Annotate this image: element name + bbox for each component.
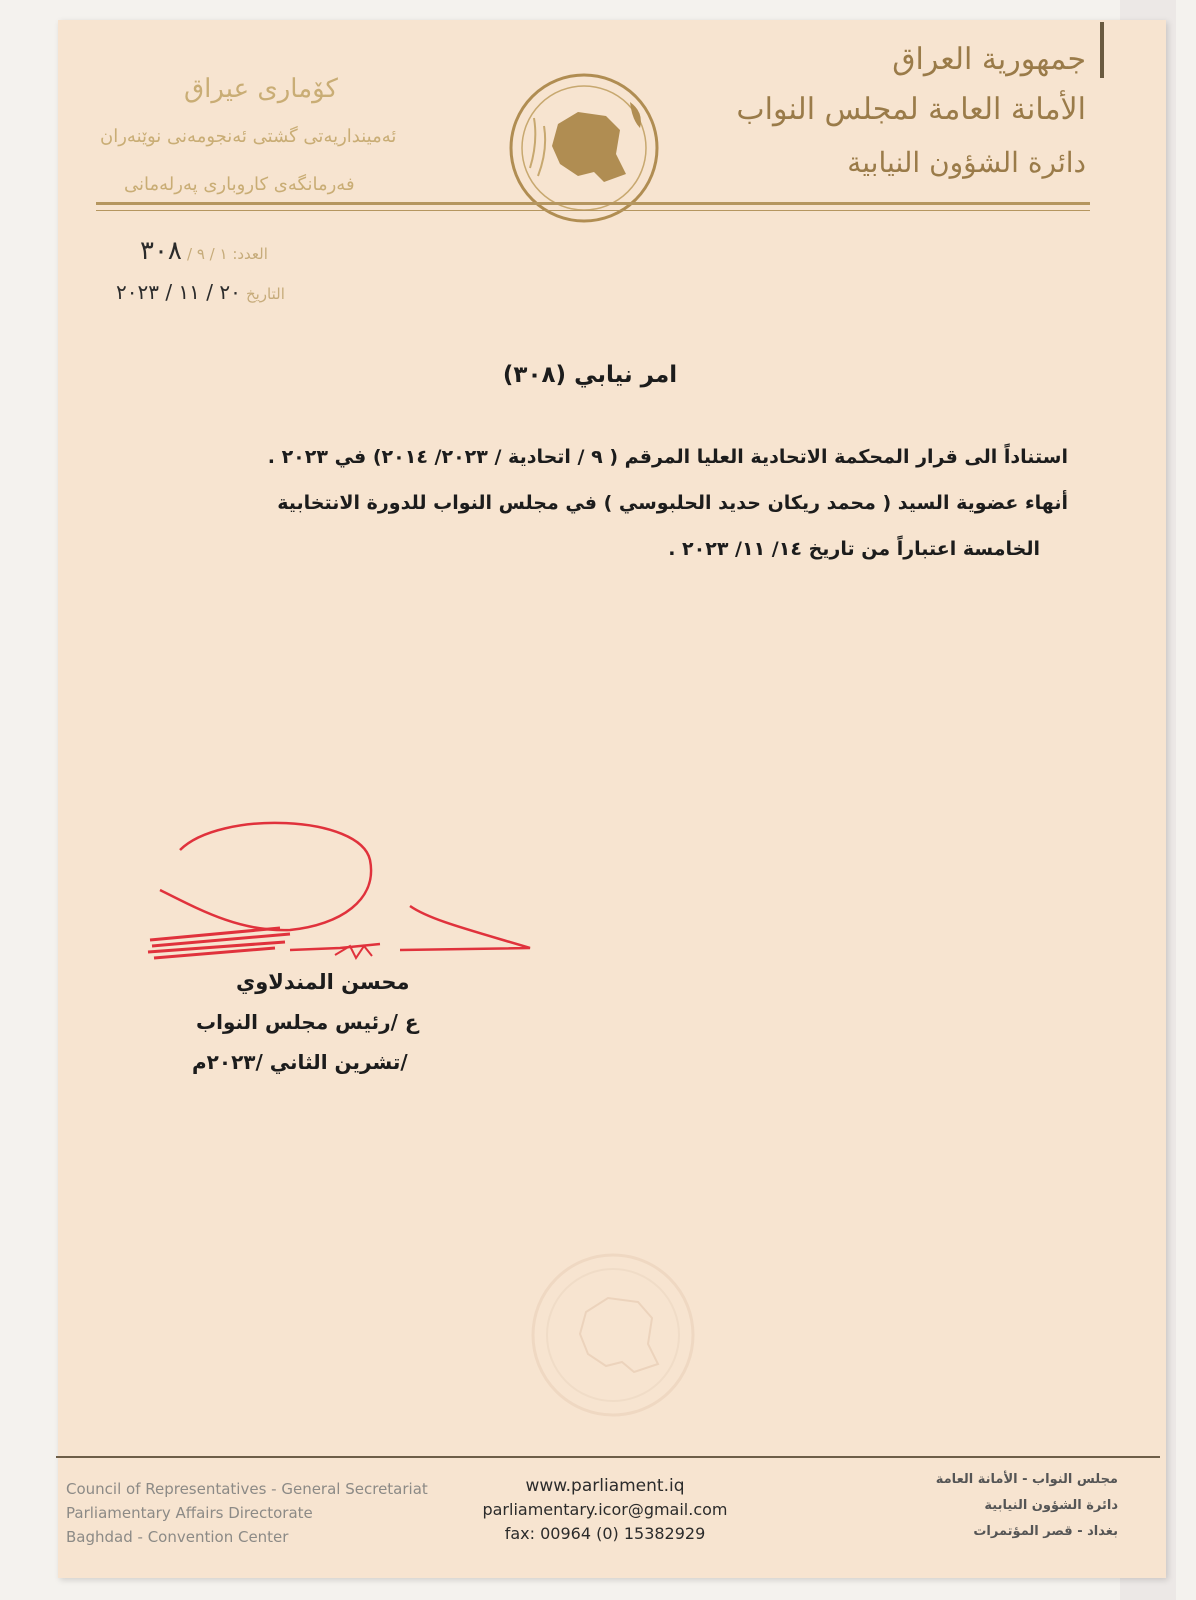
header-rule-thin xyxy=(96,210,1090,211)
header-arabic-country: جمهورية العراق xyxy=(892,42,1086,77)
reference-number xyxy=(140,236,268,266)
header-bar xyxy=(1100,22,1104,78)
signatory-title: ع /رئيس مجلس النواب xyxy=(196,1010,419,1034)
footer-ar-address: بغداد - قصر المؤتمرات xyxy=(973,1524,1118,1539)
header-kurdish-secretariat: ئەمینداریەتی گشتی ئەنجومەنی نوێنەران xyxy=(100,126,397,147)
footer-fax: fax: 00964 (0) 15382929 xyxy=(504,1524,706,1543)
reference-date-value: ٢٠ / ١١ / ٢٠٢٣ xyxy=(116,280,241,304)
footer-ar-council: مجلس النواب - الأمانة العامة xyxy=(935,1472,1118,1487)
header-kurdish-country: كۆماری عیراق xyxy=(184,74,338,104)
signature-date: /تشرين الثاني /٢٠٢٣م xyxy=(192,1050,408,1074)
reference-number-label: العدد: ١ / ٩ / xyxy=(187,245,268,263)
footer-ar-directorate: دائرة الشؤون النيابية xyxy=(984,1498,1118,1513)
footer-en-directorate: Parliamentary Affairs Directorate xyxy=(66,1504,313,1522)
footer-email: parliamentary.icor@gmail.com xyxy=(482,1500,728,1519)
header-arabic-secretariat: الأمانة العامة لمجلس النواب xyxy=(736,92,1086,127)
reference-date-label: التاريخ xyxy=(245,285,285,303)
footer-en-council: Council of Representatives - General Secretariat xyxy=(66,1480,428,1498)
handwritten-signature xyxy=(140,820,560,990)
header-kurdish-directorate: فەرمانگەی کاروباری پەرلەمانی xyxy=(124,174,355,195)
order-line-1: استناداً الى قرار المحكمة الاتحادية العليا المرقم ( ٩ / اتحادية / ٢٠٢٣/ ٢٠١٤) في ٢٠٢٣ . xyxy=(267,446,1068,468)
embossed-seal-watermark xyxy=(528,1250,698,1420)
order-title: امر نيابي (٣٠٨) xyxy=(502,362,678,388)
footer-en-address: Baghdad - Convention Center xyxy=(66,1528,289,1546)
order-line-2: أنهاء عضوية السيد ( محمد ريكان حديد الحلبوسي ) في مجلس النواب للدورة الانتخابية xyxy=(277,492,1068,514)
header-rule-thick xyxy=(96,202,1090,205)
header-arabic-directorate: دائرة الشؤون النيابية xyxy=(847,146,1086,179)
reference-number-value: ٣٠٨ xyxy=(140,236,182,266)
footer-website: www.parliament.iq xyxy=(525,1476,685,1496)
order-line-3: الخامسة اعتباراً من تاريخ ١٤/ ١١/ ٢٠٢٣ . xyxy=(668,538,1040,560)
reference-date xyxy=(116,280,285,304)
signatory-name: محسن المندلاوي xyxy=(236,970,410,994)
footer-rule xyxy=(56,1456,1160,1458)
